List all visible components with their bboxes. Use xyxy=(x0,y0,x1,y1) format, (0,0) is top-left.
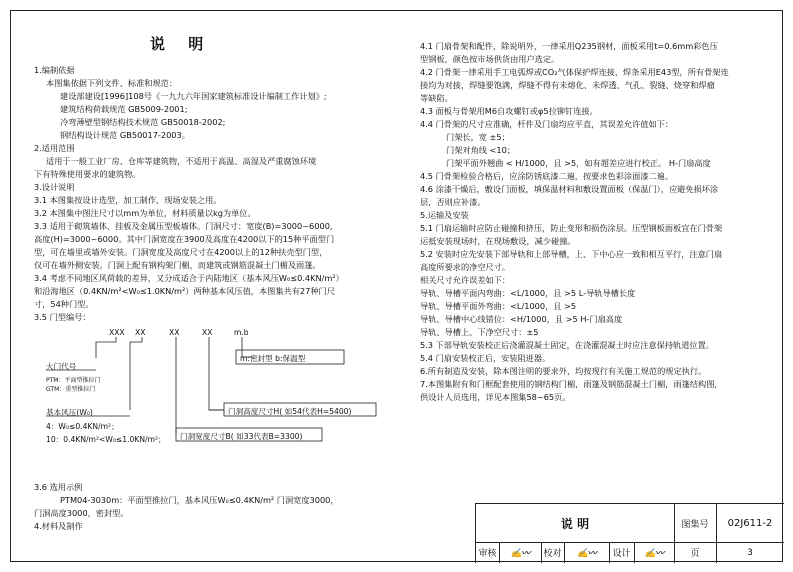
right-column xyxy=(420,40,775,404)
diagram-lines xyxy=(34,324,379,484)
reviewer-signature: ✍〰︎ xyxy=(510,549,530,559)
section-heading: 3.6 选用示例 xyxy=(34,482,83,492)
text-line: 层，否则应补漆。 xyxy=(420,197,486,207)
atlas-number: 02J611-2 xyxy=(727,517,773,529)
text-line: 高度(H)=3000~6000。其中门洞宽度在3900及高度在4200以下的15种平面型门 xyxy=(34,234,335,244)
width-description: 门洞宽度尺寸B( 如33代表B=3300) xyxy=(180,432,303,441)
code-xx: XX xyxy=(169,328,180,337)
text-line: 5.4 门扇安装校正后，安装阻进器。 xyxy=(420,353,551,363)
text-line: 3.3 适用于砌筑墙体、挂板及金属压型板墙体。门洞尺寸：宽度(B)=3000~6000, xyxy=(34,221,333,231)
checker-signature: ✍〰︎ xyxy=(577,549,596,559)
text-line: 3.4 考虑不同地区风荷载的差异，又分成适合于内陆地区（基本风压W₀≤0.4KN/m²） xyxy=(34,273,344,283)
height-description: 门洞高度尺寸H( 如54代表H=5400) xyxy=(228,407,352,416)
text-line: 接均为对接，焊缝要饱满，焊缝不得有未熔化、未焊透、气孔、裂缝、烧穿和焊瘤 xyxy=(420,80,715,90)
title-block-title: 说 明 xyxy=(560,516,590,531)
text-line: 高度所要求的净空尺寸。 xyxy=(420,262,511,272)
text-line: 4.4 门骨架的尺寸应准确，杆件及门扇均应平直，其误差允许值如下： xyxy=(420,119,674,129)
text-line: 下有特殊使用要求的建筑物。 xyxy=(34,169,141,179)
text-line: 4.6 涂漆干燥后，敷设门面板，填保温材料和敷设置面板（保温门），应避免损坏涂 xyxy=(420,184,719,194)
text-line: 门架平面外翘曲 < H/1000，且 >5，如有超差应进行校正。 H-门扇高度 xyxy=(446,158,711,168)
gtm-label: GTM：重型推拉门 xyxy=(46,386,96,393)
wind-option-10: 10：0.4KN/m²<W₀≤1.0KN/m²； xyxy=(46,435,166,444)
text-line: 4.1 门扇骨架和配件，除说明外，一律采用Q235钢材，面板采用t=0.6mm彩色压 xyxy=(420,41,718,51)
text-line: 型钢板，颜色按市场供货由用户选定。 xyxy=(420,54,560,64)
ptm-label: PTM：平面型推拉门 xyxy=(46,377,101,384)
text-line: 建筑结构荷载规范 GB5009-2001; xyxy=(60,104,188,114)
designer-signature: ✍〰︎ xyxy=(644,549,664,559)
atlas-number-label: 图集号 xyxy=(681,519,709,530)
text-line: 5.1 门扇运输时应防止碰撞和挤压，防止变形和损伤涂层。压型钢板面板宜在门骨架 xyxy=(420,223,723,233)
text-line: 和沿海地区（0.4KN/m²<W₀≤1.0KN/m²）两种基本风压值，本图集共有27种门尺 xyxy=(34,286,335,296)
text-line: 导轨、导槽上、下净空尺寸：±5 xyxy=(420,327,539,337)
page-number: 3 xyxy=(747,547,753,558)
text-line: 4.2 门骨架一律采用手工电弧焊或CO₂气体保护焊连接，焊条采用E43型，所有骨架连 xyxy=(420,67,729,77)
text-line: 门洞高度3000，密封型。 xyxy=(34,508,129,518)
text-line: 3.2 本图集中图注尺寸以mm为单位，材料质量以kg为单位。 xyxy=(34,208,256,218)
section-heading: 4.材料及制作 xyxy=(34,521,83,531)
title-block xyxy=(475,503,784,563)
text-line: 建设部建设[1996]108号《一九九六年国家建筑标准设计编制工作计划》; xyxy=(60,91,327,101)
check-label: 校对 xyxy=(543,549,562,559)
text-line: 导轨、导槽中心线错位：<H/1000，且 >5 H-门扇高度 xyxy=(420,314,623,324)
code-mb: m.b xyxy=(234,328,249,337)
left-column xyxy=(34,34,379,531)
text-line: PTM04-3030m：平面型推拉门，基本风压W₀≤0.4KN/m² 门洞宽度3000， xyxy=(60,495,339,505)
section-heading: 3.设计说明 xyxy=(34,182,75,192)
section-heading: 1.编制依据 xyxy=(34,65,75,75)
text-line: 3.1 本图集按设计选型，加工制作，现场安装之用。 xyxy=(34,195,222,205)
door-code-label: 大门代号 xyxy=(46,362,77,371)
text-line: 运抵安装现场时，在现场敷设，减少碰撞。 xyxy=(420,236,576,246)
text-line: 4.3 面板与骨架用M6自攻螺钉或φ5拉铆钉连接。 xyxy=(420,106,598,116)
text-line: 冷弯薄壁型钢结构技术规范 GB50018-2002; xyxy=(60,117,226,127)
text-line: 4.5 门骨架检验合格后，应涂防锈底漆二遍，按要求色彩涂面漆二遍。 xyxy=(420,171,674,181)
text-line: 门架对角线 <10； xyxy=(446,145,516,155)
text-line: 仅可在墙外侧安装。门洞上配有钢构架门楣，而建筑或钢筋混凝土门楣及雨篷。 xyxy=(34,260,321,270)
text-line: 导轨、导槽平面外弯曲：<L/1000，且 >5 xyxy=(420,301,577,311)
door-code-diagram xyxy=(34,324,379,484)
text-line: 钢结构设计规范 GB50017-2003。 xyxy=(60,130,190,140)
page-label: 页 xyxy=(690,549,700,559)
text-line: 型，可在墙里或墙外安装。门洞宽度及高度尺寸在4200以上的12种扶壳型门型， xyxy=(34,247,328,257)
page-title: 说 明 xyxy=(150,35,213,53)
text-line: 等缺陷。 xyxy=(420,93,453,103)
wind-option-4: 4：W₀≤0.4KN/m²； xyxy=(46,422,119,431)
text-line: 6.所有制造及安装，除本图注明的要求外，均按现行有关施工规范的规定执行。 xyxy=(420,366,707,376)
code-xx: XX xyxy=(135,328,146,337)
section-heading: 5.运输及安装 xyxy=(420,210,469,220)
text-line: 相关尺寸允许误差如下： xyxy=(420,275,511,285)
text-line: 3.5 门型编号： xyxy=(34,312,91,322)
mb-description: m:密封型 b:保温型 xyxy=(240,354,306,363)
wind-pressure-label: 基本风压(W₀) xyxy=(46,408,93,417)
code-xxx: XXX xyxy=(109,328,125,337)
design-label: 设计 xyxy=(612,549,631,559)
code-xx: XX xyxy=(202,328,213,337)
text-line: 门架长，宽 ±5； xyxy=(446,132,510,142)
text-line: 5.3 下部导轨安装校正后浇灌混凝土固定，在浇灌混凝土时应注意保持轨道位置。 xyxy=(420,340,714,350)
review-label: 审核 xyxy=(478,549,497,559)
text-line: 7.本图集附有和门框配套使用的钢结构门楣，雨篷及钢筋混凝土门楣，雨篷结构图， xyxy=(420,379,723,389)
text-line: 供设计人员选用，详见本图集58~65页。 xyxy=(420,392,571,402)
text-line: 寸，54种门型。 xyxy=(34,299,94,309)
text-line: 本图集依据下列文件、标准和规范： xyxy=(46,78,178,88)
section-heading: 2.适用范围 xyxy=(34,143,75,153)
text-line: 5.2 安装时应先安装下部导轨和上部导槽，上、下中心应一致和相互平行，注意门扇 xyxy=(420,249,723,259)
text-line: 导轨、导槽平面内弯曲：<L/1000，且 >5 L-导轨导槽长度 xyxy=(420,288,636,298)
text-line: 适用于一般工业厂房、仓库等建筑物，不适用于高温、高湿及严重腐蚀环境 xyxy=(46,156,317,166)
